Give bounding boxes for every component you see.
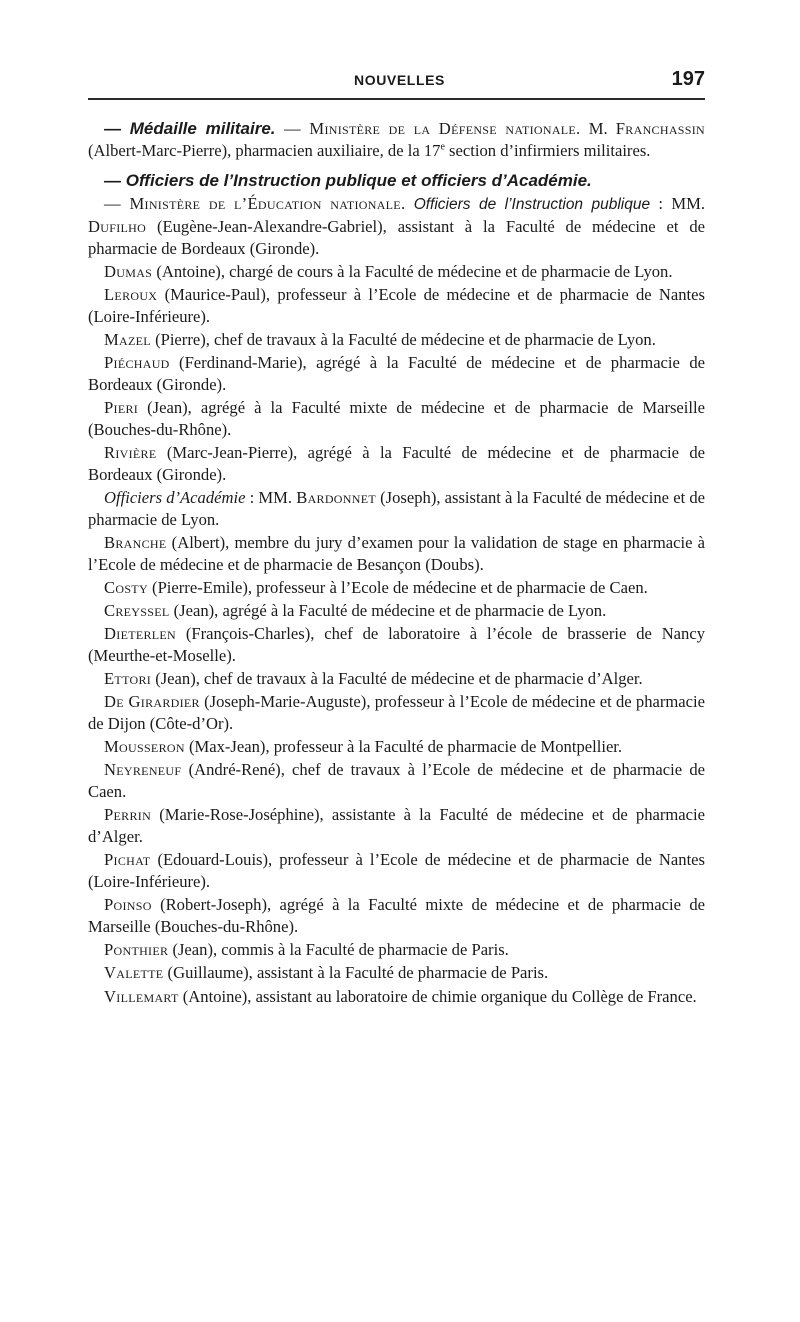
person-name: Mazel <box>104 329 151 349</box>
colon-mm: : MM. <box>650 193 705 213</box>
list-item <box>88 442 705 486</box>
person-name: Dieterlen <box>104 624 176 644</box>
entry-text: (Ferdinand-Marie), agrégé à la Faculté de médecine et de pharmacie de Bordeaux (Gironde). <box>88 353 705 394</box>
list-item <box>88 804 705 848</box>
person-name: Poinso <box>104 895 152 915</box>
subheading-academie: Officiers d’Académie <box>104 488 246 507</box>
list-item <box>88 736 705 758</box>
page-header <box>88 68 705 96</box>
list-item <box>88 691 705 735</box>
academie-paragraph <box>88 487 705 531</box>
person-name: Dufilho <box>88 216 147 236</box>
entry-text: (Marc-Jean-Pierre), agrégé à la Faculté de médecine et de pharmacie de Bordeaux (Gironde). <box>88 443 705 484</box>
entry-text: (Jean), chef de travaux à la Faculté de médecine et de pharmacie d’Alger. <box>151 669 643 689</box>
person-name: Valette <box>104 963 164 983</box>
medaille-paragraph <box>88 118 705 162</box>
person-name: Creyssel <box>104 601 170 621</box>
officiers-heading-paragraph <box>88 170 705 192</box>
section-heading-officiers: Officiers de l’Instruction publique et officiers d’Académie. <box>125 170 592 190</box>
list-item <box>88 894 705 938</box>
person-name: Leroux <box>104 284 158 304</box>
list-item <box>88 668 705 690</box>
running-title: NOUVELLES <box>354 72 445 88</box>
person-name: Costy <box>104 578 148 597</box>
entry-text: (Pierre-Emile), professeur à l’Ecole de médecine et de pharmacie de Caen. <box>147 578 648 597</box>
entry-text: (Maurice-Paul), professeur à l’Ecole de médecine et de pharmacie de Nantes (Loire-Inférieure). <box>88 284 705 326</box>
list-item <box>88 329 705 351</box>
entry-text: (Joseph), assistant à la Faculté de médecine et de pharmacie de Lyon. <box>88 488 705 529</box>
list-item <box>88 284 705 328</box>
entry-text: (Guillaume), assistant à la Faculté de pharmacie de Paris. <box>163 963 549 983</box>
entry-text: (Jean), agrégé à la Faculté mixte de médecine et de pharmacie de Marseille (Bouches-du-Rhône). <box>88 398 705 439</box>
section-dash: — <box>104 119 130 138</box>
list-item <box>88 397 705 441</box>
entry-text: (Eugène-Jean-Alexandre-Gabriel), assistant à la Faculté de médecine et de pharmacie de Bordeaux (Gironde). <box>88 216 705 258</box>
person-name: Pieri <box>104 398 139 417</box>
entry-text: (Albert-Marc-Pierre), pharmacien auxiliaire, de la 17 <box>88 140 441 160</box>
person-name: Rivière <box>104 443 157 462</box>
ministry-education: — Ministère de l’Éducation nationale. <box>104 193 406 213</box>
entry-text: (André-René), chef de travaux à l’Ecole de médecine et de pharmacie de Caen. <box>88 760 705 802</box>
list-item <box>88 962 705 984</box>
list-item <box>88 986 705 1008</box>
entry-text: (Max-Jean), professeur à la Faculté de pharmacie de Montpellier. <box>184 737 623 757</box>
officiers-instruction-paragraph <box>88 193 705 260</box>
list-item <box>88 939 705 961</box>
person-name: Mousseron <box>104 737 185 757</box>
list-item <box>88 623 705 667</box>
person-name: Piéchaud <box>104 353 170 372</box>
person-name: Dumas <box>104 261 153 281</box>
name-lead: M. <box>580 119 616 138</box>
entry-text: (Antoine), chargé de cours à la Faculté de médecine et de pharmacie de Lyon. <box>152 261 673 281</box>
entry-text: (François-Charles), chef de laboratoire à l’école de brasserie de Nancy (Meurthe-et-Moselle). <box>88 624 705 666</box>
person-name: Ponthier <box>104 940 169 960</box>
entry-text: (Edouard-Louis), professeur à l’Ecole de médecine et de pharmacie de Nantes (Loire-Inférieure). <box>88 850 705 892</box>
entry-text: section d’infirmiers militaires. <box>444 140 651 160</box>
person-name: Branche <box>104 533 167 552</box>
list-item <box>88 532 705 576</box>
section-dash: — <box>104 170 126 190</box>
person-name: De Girardier <box>104 692 200 712</box>
entry-text: (Antoine), assistant au laboratoire de chimie organique du Collège de France. <box>178 986 697 1006</box>
ministry-defense: — Ministère de la Défense nationale. <box>275 119 581 138</box>
page-number: 197 <box>671 68 705 90</box>
colon-mm: : MM. <box>245 488 297 507</box>
entry-text: (Joseph-Marie-Auguste), professeur à l’Ecole de médecine et de pharmacie de Dijon (Côte-d’Or). <box>88 692 705 734</box>
list-item <box>88 261 705 283</box>
entry-text: (Jean), agrégé à la Faculté de médecine et de pharmacie de Lyon. <box>169 601 607 621</box>
subheading-instruction: Officiers de l’Instruction publique <box>413 195 651 213</box>
entry-text: (Albert), membre du jury d’examen pour la validation de stage en pharmacie à l’Ecole de médecine et de pharmacie de Besançon (Doubs). <box>88 533 705 574</box>
header-rule <box>88 98 705 100</box>
list-item <box>88 600 705 622</box>
list-item <box>88 577 705 599</box>
person-name: Ettori <box>104 669 152 689</box>
person-name: Bardonnet <box>296 488 376 507</box>
person-name: Villemart <box>104 986 179 1006</box>
person-name: Perrin <box>104 805 152 825</box>
section-heading-medaille: Médaille militaire. <box>129 119 276 138</box>
page-content <box>88 118 705 1009</box>
entry-text: (Marie-Rose-Joséphine), assistante à la Faculté de médecine et de pharmacie d’Alger. <box>88 805 705 847</box>
list-item <box>88 759 705 803</box>
entry-text: (Jean), commis à la Faculté de pharmacie de Paris. <box>168 940 509 960</box>
list-item <box>88 352 705 396</box>
entry-text: (Pierre), chef de travaux à la Faculté de médecine et de pharmacie de Lyon. <box>150 329 656 349</box>
ordinal-sup: e <box>440 141 445 153</box>
person-name: Pichat <box>104 850 151 870</box>
list-item <box>88 849 705 893</box>
person-name: Neyreneuf <box>104 760 182 780</box>
person-name: Franchassin <box>615 119 705 138</box>
entry-text: (Robert-Joseph), agrégé à la Faculté mixte de médecine et de pharmacie de Marseille (Bouches-du-Rhône). <box>88 895 705 937</box>
